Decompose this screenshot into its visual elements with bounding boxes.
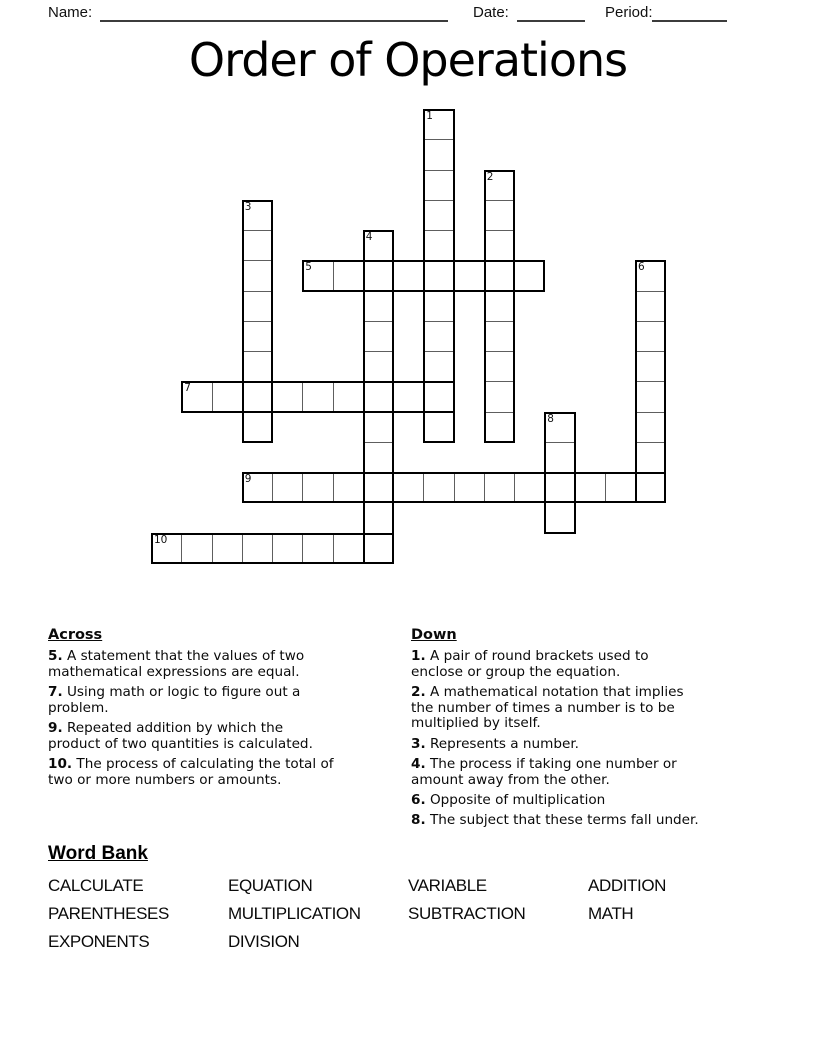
word-bank-word: PARENTHESES (48, 904, 169, 923)
grid-cell (242, 381, 273, 412)
clue-number: 8. (411, 812, 426, 829)
grid-cell (393, 260, 424, 291)
grid-cell (333, 533, 364, 564)
grid-number-5: 5 (305, 261, 312, 274)
word-bank-word: EQUATION (228, 876, 313, 895)
grid-cell (484, 412, 515, 443)
grid-number-1: 1 (426, 110, 433, 122)
clue-item (48, 649, 406, 681)
down-clues-section (411, 628, 811, 834)
word-bank-word: MATH (588, 904, 634, 923)
grid-cell (484, 200, 515, 231)
grid-cell (393, 381, 424, 412)
grid-cell (302, 381, 333, 412)
word-bank-heading: Word Bank (48, 843, 148, 864)
grid-cell (484, 381, 515, 412)
grid-cell (423, 412, 454, 443)
grid-cell (454, 260, 485, 291)
grid-cell (302, 533, 333, 564)
down-clue-list (411, 649, 811, 829)
grid-cell (423, 472, 454, 503)
name-blank-line (100, 4, 448, 22)
grid-cell (242, 412, 273, 443)
grid-number-2: 2 (486, 170, 494, 183)
clue-line: product of two quantities is calculated. (48, 735, 313, 752)
grid-cell (484, 351, 515, 382)
across-clues-section (48, 628, 406, 793)
grid-cell (454, 472, 485, 503)
clue-line: 6. Opposite of multiplication (411, 792, 606, 809)
period-blank-line (652, 4, 727, 22)
grid-number-9: 9 (244, 473, 252, 485)
grid-cell (484, 321, 515, 352)
grid-cell (242, 351, 273, 382)
grid-cell (272, 472, 303, 503)
grid-cell (635, 472, 666, 503)
grid-cell (363, 291, 394, 322)
grid-cell (333, 472, 364, 503)
grid-cell (423, 230, 454, 261)
clue-item (48, 721, 406, 753)
name-label: Name: (48, 4, 93, 21)
page-title: Order of Operations (188, 33, 628, 87)
grid-cell (635, 442, 666, 473)
grid-cell (605, 472, 636, 503)
clue-number: 2. (411, 683, 426, 700)
across-clue-list (48, 649, 406, 789)
word-bank-word: CALCULATE (48, 876, 144, 895)
grid-cell (484, 291, 515, 322)
clue-item (48, 685, 406, 717)
grid-cell (423, 260, 454, 291)
clue-line: enclose or group the equation. (411, 663, 621, 680)
word-bank-word: EXPONENTS (48, 932, 150, 951)
grid-cell (272, 381, 303, 412)
clue-number: 4. (411, 756, 426, 773)
grid-cell (363, 260, 394, 291)
clue-item (411, 757, 811, 789)
grid-cell (635, 291, 666, 322)
grid-cell (272, 533, 303, 564)
grid-cell (181, 533, 212, 564)
grid-number-7: 7 (184, 382, 191, 395)
clue-item (411, 813, 811, 829)
clue-line: problem. (48, 699, 109, 716)
grid-cell (333, 381, 364, 412)
grid-number-4: 4 (365, 231, 373, 243)
word-bank-word: DIVISION (228, 932, 300, 951)
grid-number-3: 3 (244, 200, 252, 213)
grid-cell (423, 170, 454, 201)
clue-line: 8. The subject that these terms fall under. (411, 812, 699, 829)
word-bank-section (48, 843, 768, 960)
grid-cell (363, 442, 394, 473)
clue-line: the number of times a number is to be (411, 699, 675, 716)
grid-cell (242, 321, 273, 352)
grid-cell (423, 321, 454, 352)
grid-cell (423, 381, 454, 412)
clue-number: 10. (48, 756, 73, 773)
clue-number: 7. (48, 683, 63, 700)
across-heading: Across (48, 627, 103, 643)
clue-item (411, 649, 811, 681)
grid-cell (423, 351, 454, 382)
grid-cell (363, 533, 394, 564)
word-bank-word: MULTIPLICATION (228, 904, 361, 923)
clue-line: mathematical expressions are equal. (48, 663, 300, 680)
clue-item (411, 685, 811, 732)
word-bank-word: VARIABLE (408, 876, 487, 895)
grid-cell (242, 230, 273, 261)
clue-number: 1. (411, 647, 426, 664)
clue-line: amount away from the other. (411, 771, 610, 788)
grid-cell (242, 260, 273, 291)
date-blank-line (517, 4, 585, 22)
grid-cell (423, 200, 454, 231)
word-bank-list (48, 876, 768, 960)
grid-cell (544, 472, 575, 503)
grid-cell (544, 442, 575, 473)
grid-cell (575, 472, 606, 503)
grid-cell (363, 472, 394, 503)
grid-cell (635, 351, 666, 382)
clue-line: 7. Using math or logic to figure out a (48, 683, 301, 700)
grid-number-10: 10 (154, 533, 168, 546)
grid-cell (363, 412, 394, 443)
down-heading: Down (411, 627, 457, 643)
clue-line: 10. The process of calculating the total of (48, 756, 334, 773)
grid-cell (484, 230, 515, 261)
grid-cell (212, 533, 243, 564)
grid-cell (393, 472, 424, 503)
clue-line: 5. A statement that the values of two (48, 647, 305, 664)
grid-number-6: 6 (638, 261, 645, 274)
grid-cell (484, 260, 515, 291)
grid-cell (514, 472, 545, 503)
grid-cell (484, 472, 515, 503)
clue-item (411, 737, 811, 753)
grid-cell (635, 321, 666, 352)
word-bank-word: ADDITION (588, 876, 667, 895)
clue-line: 3. Represents a number. (411, 735, 579, 752)
date-label: Date: (473, 4, 509, 21)
clue-line: 9. Repeated addition by which the (48, 719, 284, 736)
period-label: Period: (605, 4, 653, 21)
grid-cell (423, 139, 454, 170)
clue-item (411, 793, 811, 809)
grid-cell (363, 502, 394, 533)
clue-line: two or more numbers or amounts. (48, 771, 282, 788)
clue-number: 6. (411, 792, 426, 809)
grid-cell (544, 502, 575, 533)
grid-cell (423, 291, 454, 322)
clue-number: 3. (411, 735, 426, 752)
clue-line: multiplied by itself. (411, 715, 541, 732)
clue-number: 5. (48, 647, 63, 664)
clue-number: 9. (48, 719, 63, 736)
clue-line: 1. A pair of round brackets used to (411, 647, 649, 664)
grid-cell (635, 412, 666, 443)
grid-cell (363, 381, 394, 412)
grid-cell (363, 351, 394, 382)
grid-cell (333, 260, 364, 291)
grid-number-8: 8 (547, 412, 554, 425)
grid-cell (514, 260, 545, 291)
grid-cell (635, 381, 666, 412)
grid-cell (242, 533, 273, 564)
grid-cell (302, 472, 333, 503)
grid-cell (242, 291, 273, 322)
grid-cell (363, 321, 394, 352)
grid-cell (212, 381, 243, 412)
word-bank-word: SUBTRACTION (408, 904, 526, 923)
clue-line: 4. The process if taking one number or (411, 756, 677, 773)
clue-item (48, 757, 406, 789)
clue-line: 2. A mathematical notation that implies (411, 683, 684, 700)
